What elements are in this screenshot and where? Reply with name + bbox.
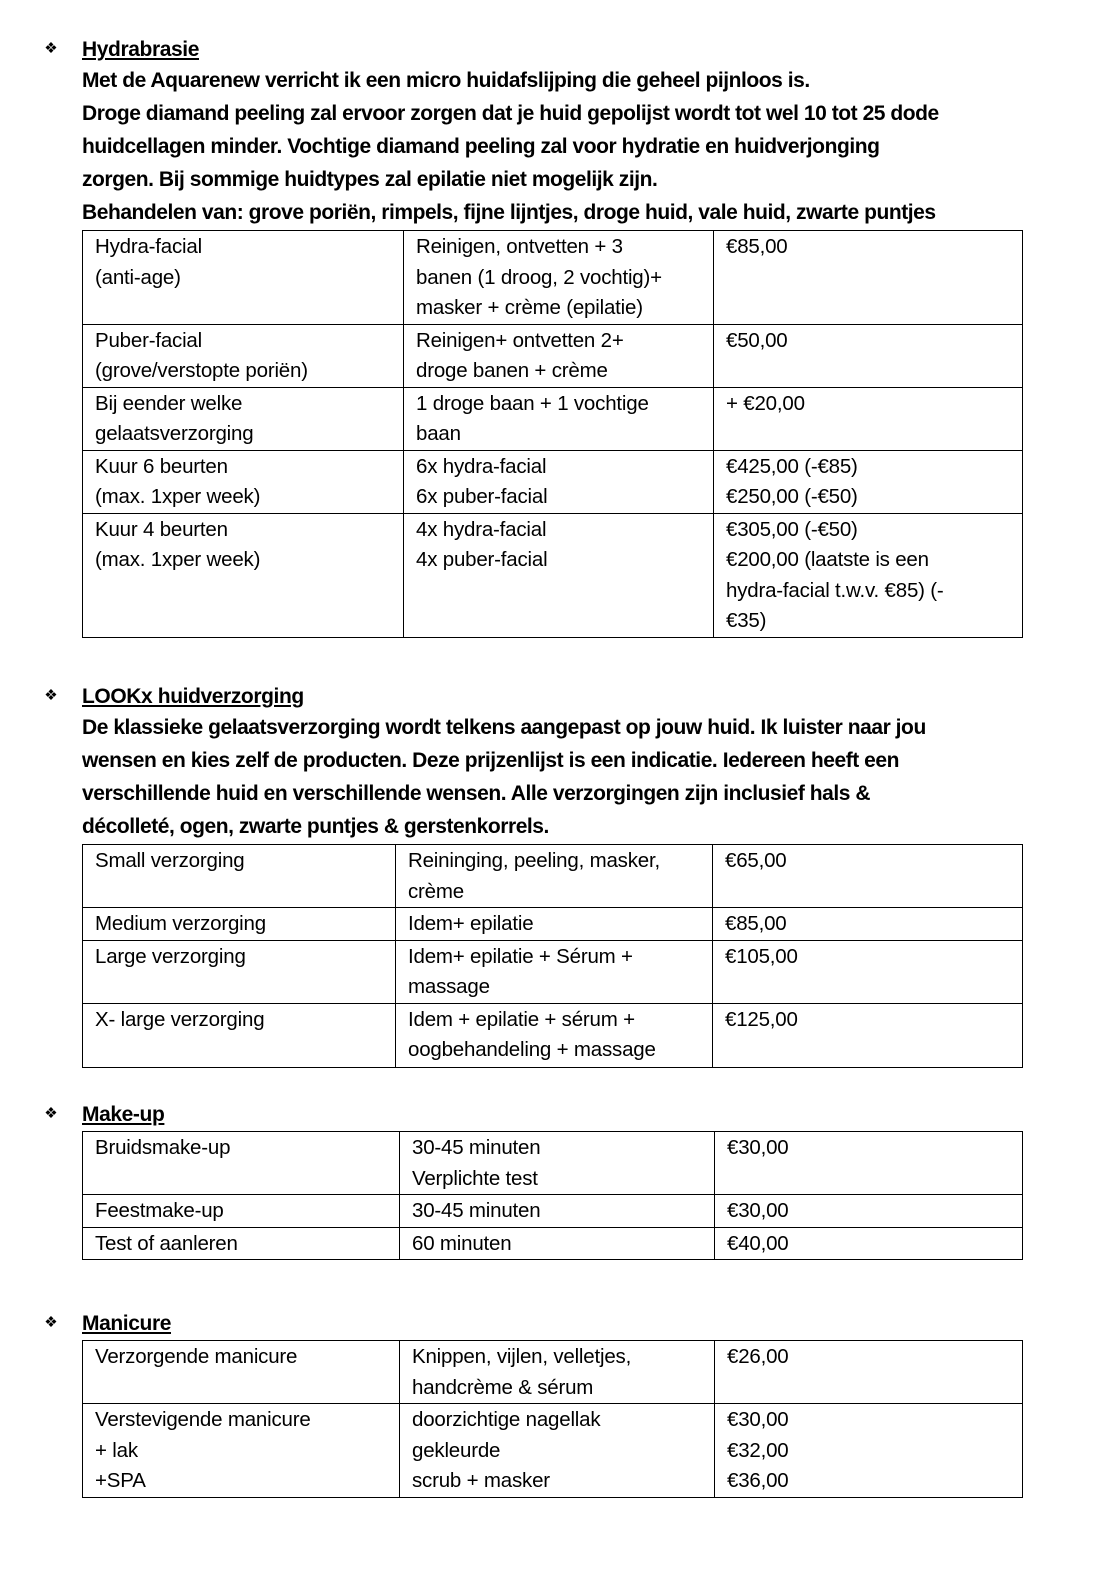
details-cell: 4x hydra-facial 4x puber-facial bbox=[404, 513, 714, 637]
section-intro bbox=[82, 64, 1032, 229]
price-cell: €65,00 bbox=[713, 845, 1023, 908]
price-cell: €105,00 bbox=[713, 940, 1023, 1003]
intro-line: wensen en kies zelf de producten. Deze prijzenlijst is een indicatie. Iedereen heeft een bbox=[82, 749, 900, 772]
service-cell: Hydra-facial (anti-age) bbox=[83, 231, 404, 325]
service-cell: Large verzorging bbox=[83, 940, 396, 1003]
price-cell: €26,00 bbox=[715, 1341, 1023, 1404]
price-cell: €30,00 bbox=[715, 1195, 1023, 1228]
service-cell: Kuur 4 beurten (max. 1xper week) bbox=[83, 513, 404, 637]
table-row bbox=[83, 450, 1023, 513]
details-cell: doorzichtige nagellak gekleurde scrub + masker bbox=[400, 1404, 715, 1498]
details-cell: 30-45 minuten bbox=[400, 1195, 715, 1228]
price-cell: €425,00 (-€85) €250,00 (-€50) bbox=[714, 450, 1023, 513]
details-cell: Reininging, peeling, masker, crème bbox=[396, 845, 713, 908]
table-row bbox=[83, 231, 1023, 325]
price-table bbox=[82, 844, 1023, 1068]
section-title: Make-up bbox=[82, 1103, 165, 1126]
intro-line: zorgen. Bij sommige huidtypes zal epilatie niet mogelijk zijn. bbox=[82, 168, 658, 191]
details-cell: Idem + epilatie + sérum + oogbehandeling + massage bbox=[396, 1003, 713, 1067]
details-cell: 1 droge baan + 1 vochtige baan bbox=[404, 387, 714, 450]
price-cell: €30,00 bbox=[715, 1132, 1023, 1195]
price-cell: €50,00 bbox=[714, 324, 1023, 387]
intro-line: huidcellagen minder. Vochtige diamand peeling zal voor hydratie en huidverjonging bbox=[82, 135, 880, 158]
table-row bbox=[83, 1195, 1023, 1228]
service-cell: Medium verzorging bbox=[83, 908, 396, 941]
service-cell: Test of aanleren bbox=[83, 1227, 400, 1260]
service-cell: Bruidsmake-up bbox=[83, 1132, 400, 1195]
details-cell: Knippen, vijlen, velletjes, handcrème & sérum bbox=[400, 1341, 715, 1404]
section-intro bbox=[82, 711, 1032, 843]
intro-line: Behandelen van: grove poriën, rimpels, fijne lijntjes, droge huid, vale huid, zwarte puntjes bbox=[82, 201, 936, 224]
details-cell: Idem+ epilatie bbox=[396, 908, 713, 941]
details-cell: Reinigen+ ontvetten 2+ droge banen + crème bbox=[404, 324, 714, 387]
details-cell: Reinigen, ontvetten + 3 banen (1 droog, 2 vochtig)+ masker + crème (epilatie) bbox=[404, 231, 714, 325]
table-row bbox=[83, 1003, 1023, 1067]
price-cell: + €20,00 bbox=[714, 387, 1023, 450]
details-cell: Idem+ epilatie + Sérum + massage bbox=[396, 940, 713, 1003]
service-cell: X- large verzorging bbox=[83, 1003, 396, 1067]
price-cell: €125,00 bbox=[713, 1003, 1023, 1067]
service-cell: Verzorgende manicure bbox=[83, 1341, 400, 1404]
diamond-bullet-icon: ❖ bbox=[44, 40, 58, 57]
section-title: LOOKx huidverzorging bbox=[82, 685, 304, 708]
diamond-bullet-icon: ❖ bbox=[44, 1105, 58, 1122]
table-row bbox=[83, 324, 1023, 387]
table-row bbox=[83, 845, 1023, 908]
intro-line: Droge diamand peeling zal ervoor zorgen dat je huid gepolijst wordt tot wel 10 tot 25 dode bbox=[82, 102, 939, 125]
intro-line: décolleté, ogen, zwarte puntjes & gerstenkorrels. bbox=[82, 815, 549, 838]
service-cell: Kuur 6 beurten (max. 1xper week) bbox=[83, 450, 404, 513]
table-row bbox=[83, 387, 1023, 450]
service-cell: Puber-facial (grove/verstopte poriën) bbox=[83, 324, 404, 387]
diamond-bullet-icon: ❖ bbox=[44, 1314, 58, 1331]
price-cell: €305,00 (-€50) €200,00 (laatste is een hydra-facial t.w.v. €85) (- €35) bbox=[714, 513, 1023, 637]
section-title: Hydrabrasie bbox=[82, 38, 199, 61]
intro-line: Met de Aquarenew verricht ik een micro huidafslijping die geheel pijnloos is. bbox=[82, 69, 810, 92]
price-table bbox=[82, 1131, 1023, 1260]
service-cell: Feestmake-up bbox=[83, 1195, 400, 1228]
price-cell: €85,00 bbox=[714, 231, 1023, 325]
table-row bbox=[83, 513, 1023, 637]
price-cell: €40,00 bbox=[715, 1227, 1023, 1260]
intro-line: De klassieke gelaatsverzorging wordt telkens aangepast op jouw huid. Ik luister naar jou bbox=[82, 716, 926, 739]
intro-line: verschillende huid en verschillende wensen. Alle verzorgingen zijn inclusief hals & bbox=[82, 782, 871, 805]
table-row bbox=[83, 1404, 1023, 1498]
table-row bbox=[83, 1227, 1023, 1260]
service-cell: Verstevigende manicure + lak +SPA bbox=[83, 1404, 400, 1498]
diamond-bullet-icon: ❖ bbox=[44, 687, 58, 704]
details-cell: 30-45 minuten Verplichte test bbox=[400, 1132, 715, 1195]
details-cell: 60 minuten bbox=[400, 1227, 715, 1260]
service-cell: Small verzorging bbox=[83, 845, 396, 908]
table-row bbox=[83, 940, 1023, 1003]
section-title: Manicure bbox=[82, 1312, 171, 1335]
details-cell: 6x hydra-facial 6x puber-facial bbox=[404, 450, 714, 513]
price-cell: €85,00 bbox=[713, 908, 1023, 941]
service-cell: Bij eender welke gelaatsverzorging bbox=[83, 387, 404, 450]
table-row bbox=[83, 1341, 1023, 1404]
price-cell: €30,00 €32,00 €36,00 bbox=[715, 1404, 1023, 1498]
table-row bbox=[83, 1132, 1023, 1195]
price-table bbox=[82, 1340, 1023, 1498]
table-row bbox=[83, 908, 1023, 941]
price-table bbox=[82, 230, 1023, 638]
